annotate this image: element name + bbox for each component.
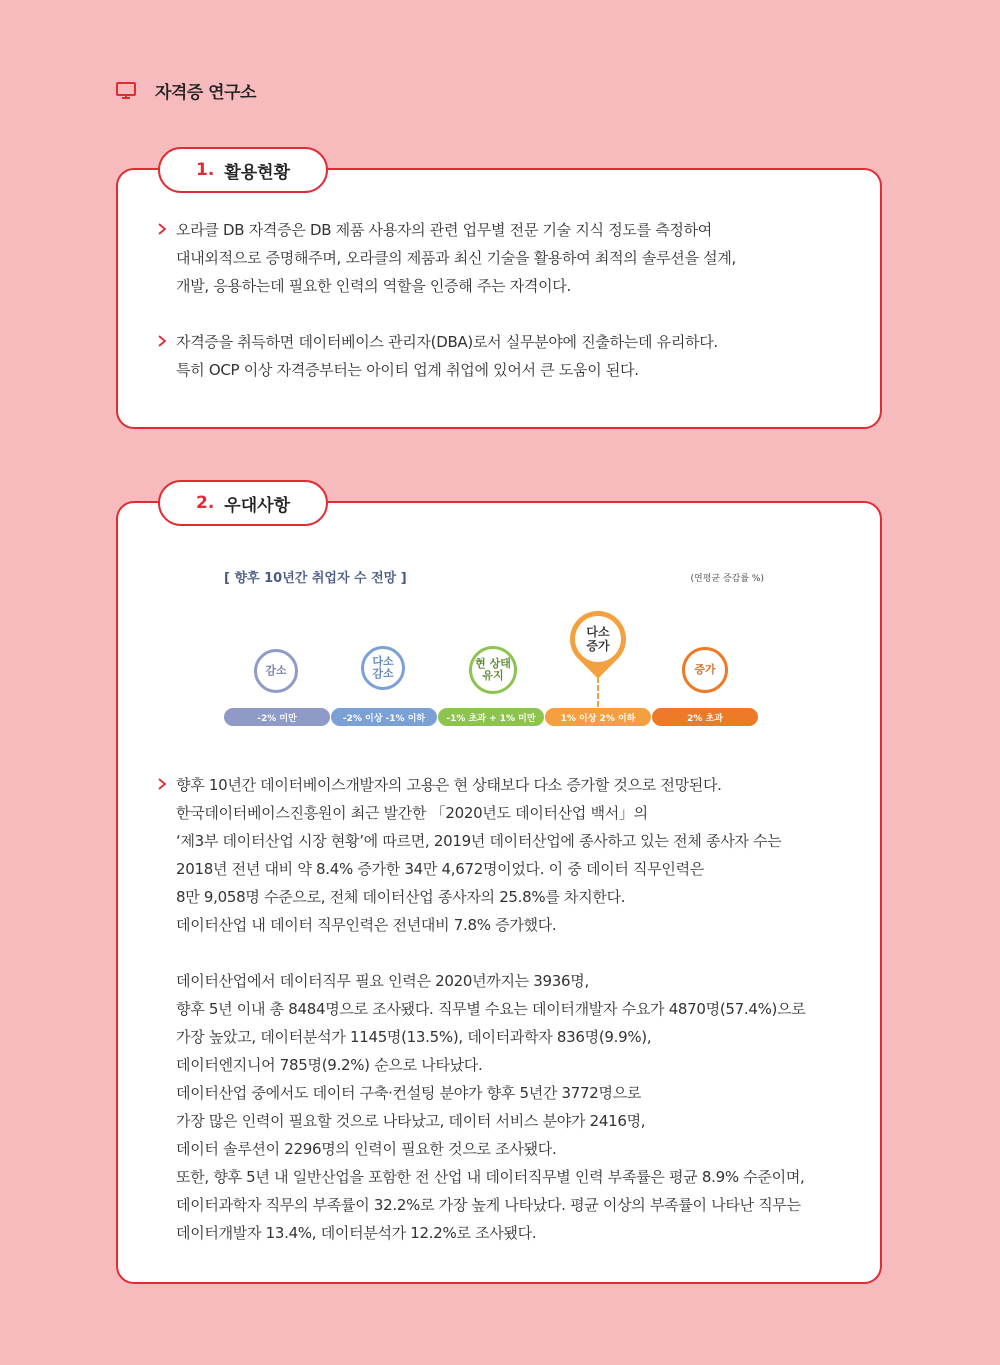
text-line: 향후 5년 이내 총 8484명으로 조사됐다. 직무별 수요는 데이터개발자 수요가 4870명(57.4%)으로 (176, 1000, 806, 1018)
outlook-maintain-circle (469, 646, 517, 694)
text-line: 8만 9,058명 수준으로, 전체 데이터산업 종사자의 25.8%를 차지한다. (176, 888, 626, 906)
paragraph (156, 216, 850, 300)
outlook-label: 감소 (265, 664, 287, 677)
paragraph-gap (176, 939, 850, 967)
text-line: 데이터산업 중에서도 데이터 구축·컨설팅 분야가 향후 5년간 3772명으로 (176, 1084, 642, 1102)
text-line: 대내외적으로 증명해주며, 오라클의 제품과 최신 기술을 활용하여 최적의 솔루션을 설계, (176, 249, 736, 267)
range-bar: -2% 이상 -1% 이하 (331, 708, 437, 726)
section-preference-body (156, 771, 850, 1247)
text-line: 자격증을 취득하면 데이터베이스 관리자(DBA)로서 실무분야에 진출하는데 유리하다. (176, 333, 718, 351)
section-usage-body (156, 216, 850, 384)
paragraph (156, 771, 850, 1247)
text-line: 데이터과학자 직무의 부족률이 32.2%로 가장 높게 나타났다. 평균 이상의 부족률이 나타난 직무는 (176, 1196, 801, 1214)
outlook-label: 감소 (372, 667, 394, 680)
outlook-label: 유지 (482, 669, 504, 682)
section-number: 1. (196, 160, 215, 180)
range-bar: -1% 초과 + 1% 미만 (438, 708, 544, 726)
text-line: 데이터엔지니어 785명(9.2%) 순으로 나타났다. (176, 1056, 483, 1074)
text-line: 한국데이터베이스진흥원이 최근 발간한 「2020년도 데이터산업 백서」의 (176, 804, 648, 822)
outlook-slight-decrease-circle (361, 646, 405, 690)
text-line: 데이터산업에서 데이터직무 필요 인력은 2020년까지는 3936명, (176, 972, 589, 990)
chevron-right-icon (156, 777, 168, 791)
chevron-right-icon (156, 334, 168, 348)
infographic-title: [ 향후 10년간 취업자 수 전망 ] (224, 571, 407, 586)
section-title: 우대사항 (224, 495, 290, 516)
page-title: 자격증 연구소 (155, 83, 256, 103)
text-line: 데이터산업 내 데이터 직무인력은 전년대비 7.8% 증가했다. (176, 916, 557, 934)
section-preference-card (116, 493, 882, 1284)
outlook-label: 다소 (586, 625, 610, 639)
monitor-icon (116, 81, 136, 101)
outlook-label: 다소 (372, 655, 394, 668)
range-bar: -2% 미만 (224, 708, 330, 726)
outlook-slight-increase-label (575, 616, 621, 662)
section-preference-tab (158, 480, 328, 526)
pin-connector (597, 677, 599, 707)
section-usage-card (116, 160, 882, 429)
outlook-label: 증가 (586, 639, 610, 653)
outlook-label: 증가 (694, 663, 716, 676)
section-title: 활용현황 (224, 162, 290, 183)
section-usage-tab (158, 147, 328, 193)
paragraph (156, 328, 850, 384)
text-line: 가장 많은 인력이 필요할 것으로 나타났고, 데이터 서비스 분야가 2416명, (176, 1112, 646, 1130)
text-line: 특히 OCP 이상 자격증부터는 아이티 업계 취업에 있어서 큰 도움이 된다. (176, 361, 639, 379)
text-line: 2018년 전년 대비 약 8.4% 증가한 34만 4,672명이었다. 이 중 데이터 직무인력은 (176, 860, 704, 878)
text-line: ‘제3부 데이터산업 시장 현황’에 따르면, 2019년 데이터산업에 종사하고 있는 전체 종사자 수는 (176, 832, 782, 850)
text-line: 또한, 향후 5년 내 일반산업을 포함한 전 산업 내 데이터직무별 인력 부족률은 평균 8.9% 수준이며, (176, 1168, 805, 1186)
outlook-increase-circle (682, 647, 728, 693)
text-line: 오라클 DB 자격증은 DB 제품 사용자의 관련 업무별 전문 기술 지식 정도를 측정하여 (176, 221, 712, 239)
range-bar: 1% 이상 2% 이하 (545, 708, 651, 726)
text-line: 가장 높았고, 데이터분석가 1145명(13.5%), 데이터과학자 836명(9.9%), (176, 1028, 652, 1046)
section-number: 2. (196, 493, 215, 513)
text-line: 데이터 솔루션이 2296명의 인력이 필요한 것으로 조사됐다. (176, 1140, 557, 1158)
chevron-right-icon (156, 222, 168, 236)
text-line: 향후 10년간 데이터베이스개발자의 고용은 현 상태보다 다소 증가할 것으로 전망된다. (176, 776, 722, 794)
page-header (116, 78, 256, 103)
text-line: 개발, 응용하는데 필요한 인력의 역할을 인증해 주는 자격이다. (176, 277, 571, 295)
infographic-unit: (연평균 증감률 %) (690, 574, 764, 584)
employment-outlook-infographic (224, 559, 764, 729)
text-line: 데이터개발자 13.4%, 데이터분석가 12.2%로 조사됐다. (176, 1224, 537, 1242)
outlook-decrease-circle (254, 649, 298, 693)
range-bar: 2% 초과 (652, 708, 758, 726)
outlook-label: 현 상태 (475, 657, 511, 670)
